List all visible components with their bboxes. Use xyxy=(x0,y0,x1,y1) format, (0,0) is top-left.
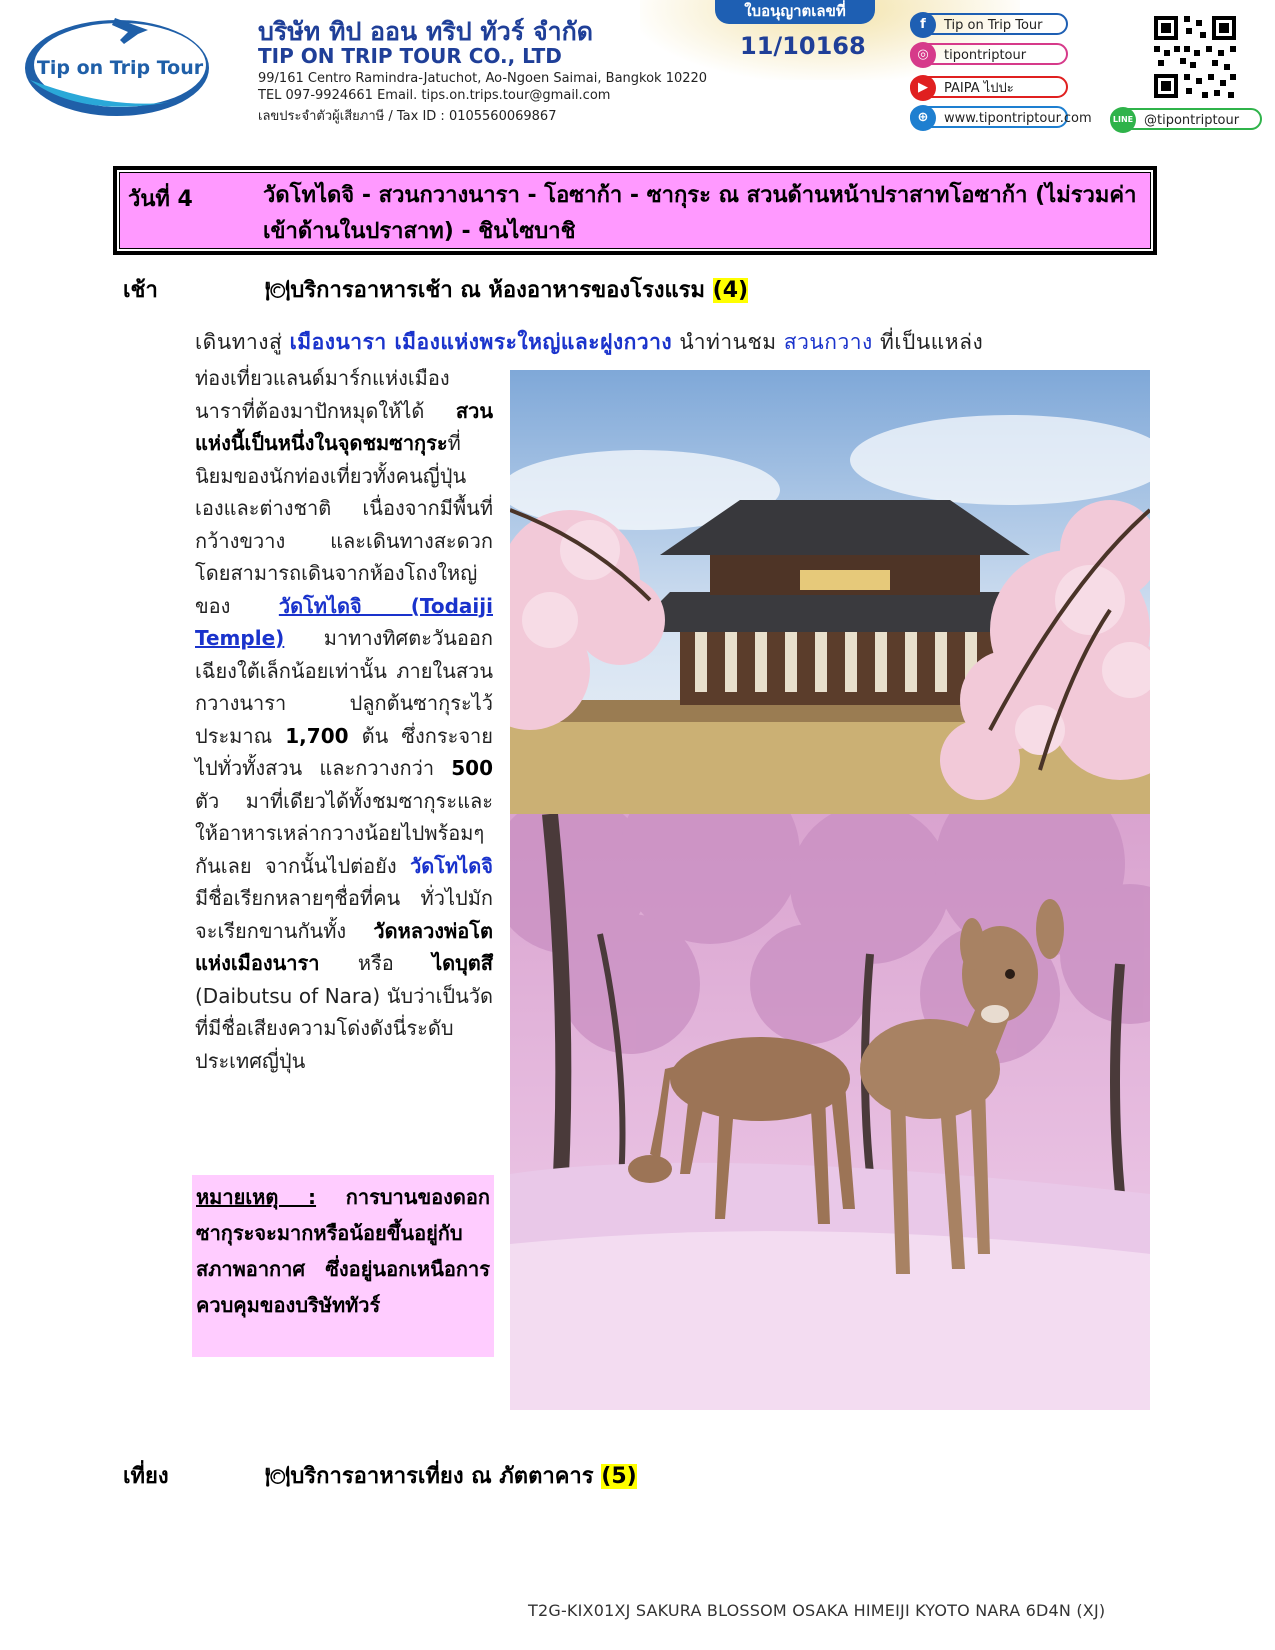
body-bold-sakura-spot: สวนแห่งนี้เป็นหนึ่งในจุดชมซากุระ xyxy=(195,398,493,455)
breakfast-text: บริการอาหารเช้า ณ ห้องอาหารของโรงแรม xyxy=(290,278,705,303)
remark-box xyxy=(192,1175,494,1357)
breakfast-label: เช้า xyxy=(123,278,158,303)
social-website-text: www.tipontriptour.com xyxy=(944,111,1092,126)
tour-code-footer: T2G-KIX01XJ SAKURA BLOSSOM OSAKA HIMEIJI KYOTO NARA 6D4N (XJ) xyxy=(528,1601,1106,1620)
social-website[interactable] xyxy=(910,106,1092,128)
instagram-icon: ◎ xyxy=(910,42,936,68)
social-youtube-text: PAIPA ไปปะ xyxy=(944,81,1014,96)
todaiji-temple-photo xyxy=(510,370,1150,814)
meal-plate-icon: 🍽 xyxy=(265,278,291,302)
intro-deer-park: สวนกวาง xyxy=(783,330,873,354)
intro-line xyxy=(195,326,1150,358)
intro-text-1: เดินทางสู่ xyxy=(195,330,290,354)
meal-plate-icon: 🍽 xyxy=(265,1464,291,1488)
social-instagram[interactable] xyxy=(910,43,1068,65)
line-icon: LINE xyxy=(1110,107,1136,133)
body-text-2: ที่นิยมของนักท่องเที่ยวทั้งคนญี่ปุ่นเองและต่างชาติ เนื่องจากมีพื้นที่กว้างขวาง และเดินทางสะดวก โดยสามารถเดินจากห้องโถงใหญ่ของ xyxy=(195,431,493,618)
company-name-english: TIP ON TRIP TOUR CO., LTD xyxy=(258,44,562,68)
web-icon: ⊕ xyxy=(910,105,936,131)
breakfast-line xyxy=(265,272,748,307)
social-facebook-text: Tip on Trip Tour xyxy=(944,18,1043,33)
body-text-1: ท่องเที่ยวแลนด์มาร์กแห่งเมืองนาราที่ต้องมาปักหมุดให้ได้ xyxy=(195,366,456,423)
lunch-meal-number: (5) xyxy=(601,1464,637,1489)
body-todaiji-name: วัดโทไดจิ xyxy=(410,853,493,878)
page-header xyxy=(0,0,1275,140)
company-name-thai: บริษัท ทิป ออน ทริป ทัวร์ จำกัด xyxy=(258,17,594,46)
body-text-5: ตัว มาที่เดียวได้ทั้งชมซากุระและให้อาหารเหล่ากวางน้อยไปพร้อมๆกันเลย จากนั้นไปต่อยัง xyxy=(195,788,493,878)
deer-sakura-photo xyxy=(510,814,1150,1410)
body-big-buddha-name: วัดหลวงพ่อโตแห่งเมืองนารา xyxy=(195,918,493,975)
todaiji-link[interactable]: วัดโทไดจิ (Todaiji Temple) xyxy=(195,593,493,650)
company-logo xyxy=(20,10,215,120)
qr-code[interactable] xyxy=(1150,12,1240,102)
lunch-text: บริการอาหารเที่ยง ณ ภัตตาคาร xyxy=(290,1464,594,1489)
breakfast-meal-number: (4) xyxy=(712,278,749,303)
intro-text-3: ที่เป็นแหล่ง xyxy=(872,330,984,354)
social-youtube[interactable] xyxy=(910,76,1068,98)
body-daibutsu-name: ไดบุตสึ xyxy=(432,951,493,975)
remark-label: หมายเหตุ : xyxy=(196,1185,317,1209)
company-contact: TEL 097-9924661 Email. tips.on.trips.tour@gmail.com xyxy=(258,88,611,103)
day-heading-box xyxy=(113,166,1157,255)
logo-text: Tip on Trip Tour xyxy=(36,57,204,79)
license-label: ใบอนุญาตเลขที่ xyxy=(715,0,875,24)
day-label: วันที่ 4 xyxy=(128,187,193,212)
lunch-label: เที่ยง xyxy=(123,1464,169,1489)
body-text-6: มีชื่อเรียกหลายๆชื่อที่คน ทั่วไปมักจะเรียกขานกันทั้ง xyxy=(195,886,493,943)
company-address: 99/161 Centro Ramindra-Jatuchot, Ao-Ngoen Saimai, Bangkok 10220 xyxy=(258,71,708,86)
social-line-text: @tipontriptour xyxy=(1144,113,1240,128)
body-text-7: หรือ xyxy=(319,951,433,975)
body-deer-count: 500 xyxy=(451,756,493,780)
social-line[interactable] xyxy=(1110,108,1262,130)
intro-text-2: นำท่านชม xyxy=(672,330,784,354)
body-tree-count: 1,700 xyxy=(285,723,349,748)
social-facebook[interactable] xyxy=(910,13,1068,35)
body-text-8: (Daibutsu of Nara) นับว่าเป็นวัดที่มีชื่อเสียงความโด่งดังนี่ระดับประเทศญี่ปุ่น xyxy=(195,983,493,1073)
company-tax-id: เลขประจำตัวผู้เสียภาษี / Tax ID : 0105560069867 xyxy=(258,109,557,124)
social-instagram-text: tipontriptour xyxy=(944,48,1027,63)
day-title: วัดโทไดจิ - สวนกวางนารา - โอซาก้า - ซากุระ ณ สวนด้านหน้าปราสาทโอซาก้า (ไม่รวมค่าเข้าด้านในปราสาท) - ชินไซบาชิ xyxy=(263,183,1137,244)
body-text-3: มาทางทิศตะวันออกเฉียงใต้เล็กน้อยเท่านั้น ภายในสวนกวางนารา ปลูกต้นซากุระไว้ประมาณ xyxy=(195,626,493,748)
intro-nara-city: เมืองนารา เมืองแห่งพระใหญ่และฝูงกวาง xyxy=(289,330,673,354)
facebook-icon: f xyxy=(910,12,936,38)
youtube-icon: ▶ xyxy=(910,75,936,101)
license-number: 11/10168 xyxy=(740,32,866,60)
body-text-4: ต้น ซึ่งกระจายไปทั่วทั้งสวน และกวางกว่า xyxy=(195,723,493,780)
remark-text: การบานของดอกซากุระจะมากหรือน้อยขึ้นอยู่กับสภาพอากาศ ซึ่งอยู่นอกเหนือการควบคุมของบริษัททัวร์ xyxy=(196,1185,490,1317)
day-heading-inner xyxy=(119,172,1151,249)
description-column xyxy=(195,362,493,1077)
lunch-line xyxy=(265,1458,637,1493)
